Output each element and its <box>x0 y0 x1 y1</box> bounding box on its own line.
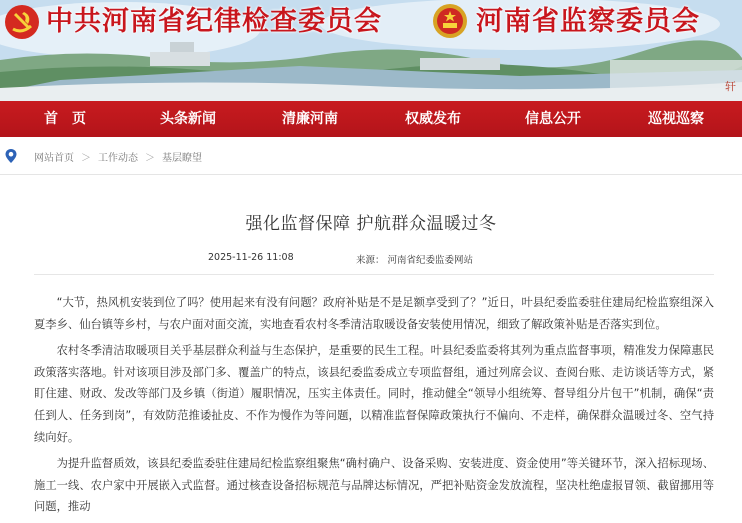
breadcrumb-link-grassroots[interactable]: 基层瞭望 <box>162 153 202 164</box>
site-title-left: 中共河南省纪律检查委员会 <box>46 6 382 37</box>
nav-item-disclosure[interactable]: 信息公开 <box>525 111 581 127</box>
article-paragraph: 为提升监督质效，该县纪委监委驻住建局纪检监察组聚焦“确村确户、设备采购、安装进度、资金使用”等关键环节，深入招标现场、施工一线、农户家中开展嵌入式监督。通过核查设备招标规范与品牌达标情况，严把补贴资金发放流程，坚决杜绝虚报冒领、截留挪用等问题，推动 <box>34 457 714 514</box>
article-date: 2025-11-26 11:08 <box>208 252 294 263</box>
banner-corner-text: 轩 <box>725 80 736 93</box>
breadcrumb <box>34 149 202 164</box>
party-emblem-icon <box>4 4 40 40</box>
nav-item-headlines[interactable]: 头条新闻 <box>160 111 216 127</box>
article-title: 强化监督保障 护航群众温暖过冬 <box>245 214 497 234</box>
national-emblem-icon <box>432 3 468 39</box>
breadcrumb-link-home[interactable]: 网站首页 <box>34 153 74 164</box>
site-banner <box>0 0 742 101</box>
article-body <box>34 292 714 523</box>
site-title-right: 河南省监察委员会 <box>476 6 700 37</box>
breadcrumb-link-work[interactable]: 工作动态 <box>98 153 138 164</box>
nav-item-inspection[interactable]: 巡视巡察 <box>648 111 704 127</box>
breadcrumb-bar <box>0 137 742 175</box>
location-pin-icon <box>4 148 18 164</box>
article-paragraph: “大节，热风机安装到位了吗？使用起来有没有问题？政府补贴是不是足额享受到了？”近日，叶县纪委监委驻住建局纪检监察组深入夏李乡、仙台镇等乡村，与农户面对面交流，实地查看农村冬季清洁取暖设备安装使用情况，细致了解政策补贴是否落实到位。 <box>34 296 714 331</box>
divider <box>34 274 714 275</box>
main-navigation <box>0 101 742 137</box>
breadcrumb-separator: ＞ <box>145 153 155 164</box>
article-source: 来源： 河南省纪委监委网站 <box>356 255 474 266</box>
nav-item-home[interactable]: 首 页 <box>44 111 86 127</box>
breadcrumb-separator: ＞ <box>81 153 91 164</box>
nav-item-releases[interactable]: 权威发布 <box>405 111 461 127</box>
article-paragraph: 农村冬季清洁取暖项目关乎基层群众利益与生态保护，是重要的民生工程。叶县纪委监委将其列为重点监督事项，精准发力保障惠民政策落实落地。针对该项目涉及部门多、覆盖广的特点，该县纪委监委成立专项监督组，通过列席会议、查阅台账、走访谈话等方式，紧盯住建、财政、发改等部门及乡镇（街道）履职情况，压实主体责任。同时，推动健全“领导小组统筹、督导组分片包干”机制，确保“责任到人、任务到岗”，有效防范推诿扯皮、不作为慢作为等问题，以精准监督保障政策执行不偏向、不走样，确保群众温暖过冬、空气持续向好。 <box>34 344 714 444</box>
nav-item-clean-henan[interactable]: 清廉河南 <box>282 111 338 127</box>
